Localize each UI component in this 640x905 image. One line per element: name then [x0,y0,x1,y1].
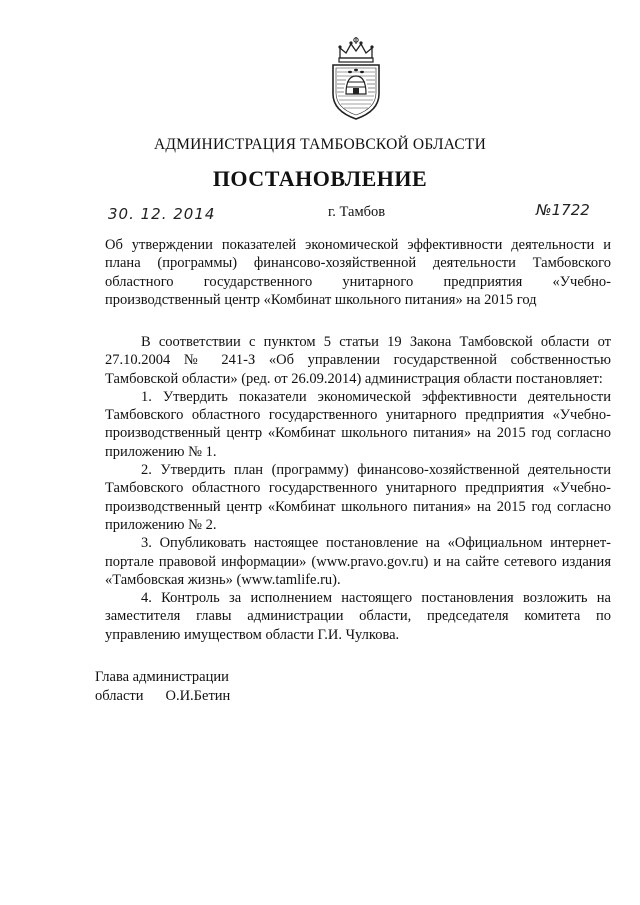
resolution-item: 1. Утвердить показатели экономической эффективности деятельности Тамбовского областного государственного унитарного предприятия «Учебно-производственный центр «Комбинат школьного питания» на 2015 год согласно приложению № 1. [105,388,611,460]
document-type-title: ПОСТАНОВЛЕНИЕ [212,166,428,191]
resolution-item: 4. Контроль за исполнением настоящего постановления возложить на заместителя главы администрации области, председателя комитета по управлению имуществом области Г.И. Чулкова. [105,590,611,643]
document-number: №1722 [536,201,590,219]
organization-name: АДМИНИСТРАЦИЯ ТАМБОВСКОЙ ОБЛАСТИ [154,136,486,153]
coat-of-arms-emblem [326,36,386,122]
signatory-name: О.И.Бетин [165,687,231,704]
resolution-item: 2. Утвердить план (программу) финансово-хозяйственной деятельности Тамбовского областного государственного унитарного предприятия «Учебно-производственный центр «Комбинат школьного питания» на 2015 год согласно приложению № 2. [105,462,611,533]
document-date: 30. 12. 2014 [108,205,216,223]
document-body [105,333,611,644]
signatory-position: Глава администрации [95,669,229,685]
document-city: г. Тамбов [328,204,386,220]
signatory-position-region: области [95,687,144,704]
document-subject: Об утверждении показателей экономической эффективности деятельности и плана (программы) финансово-хозяйственной деятельности Тамбовского областного государственного унитарного предприятия «Учебно-производственный центр «Комбинат школьного питания» на 2015 год [105,237,611,308]
preamble-paragraph: В соответствии с пунктом 5 статьи 19 Закона Тамбовской области от 27.10.2004 № 241-З «Об управлении государственной собственностью Тамбовской области» (ред. от 26.09.2014) администрация области постановляет: [105,334,611,387]
resolution-item: 3. Опубликовать настоящее постановление на «Официальном интернет-портале правовой информации» (www.pravo.gov.ru) и на сайте сетевого издания «Тамбовская жизнь» (www.tamlife.ru). [105,535,611,588]
signature-block [95,668,230,705]
